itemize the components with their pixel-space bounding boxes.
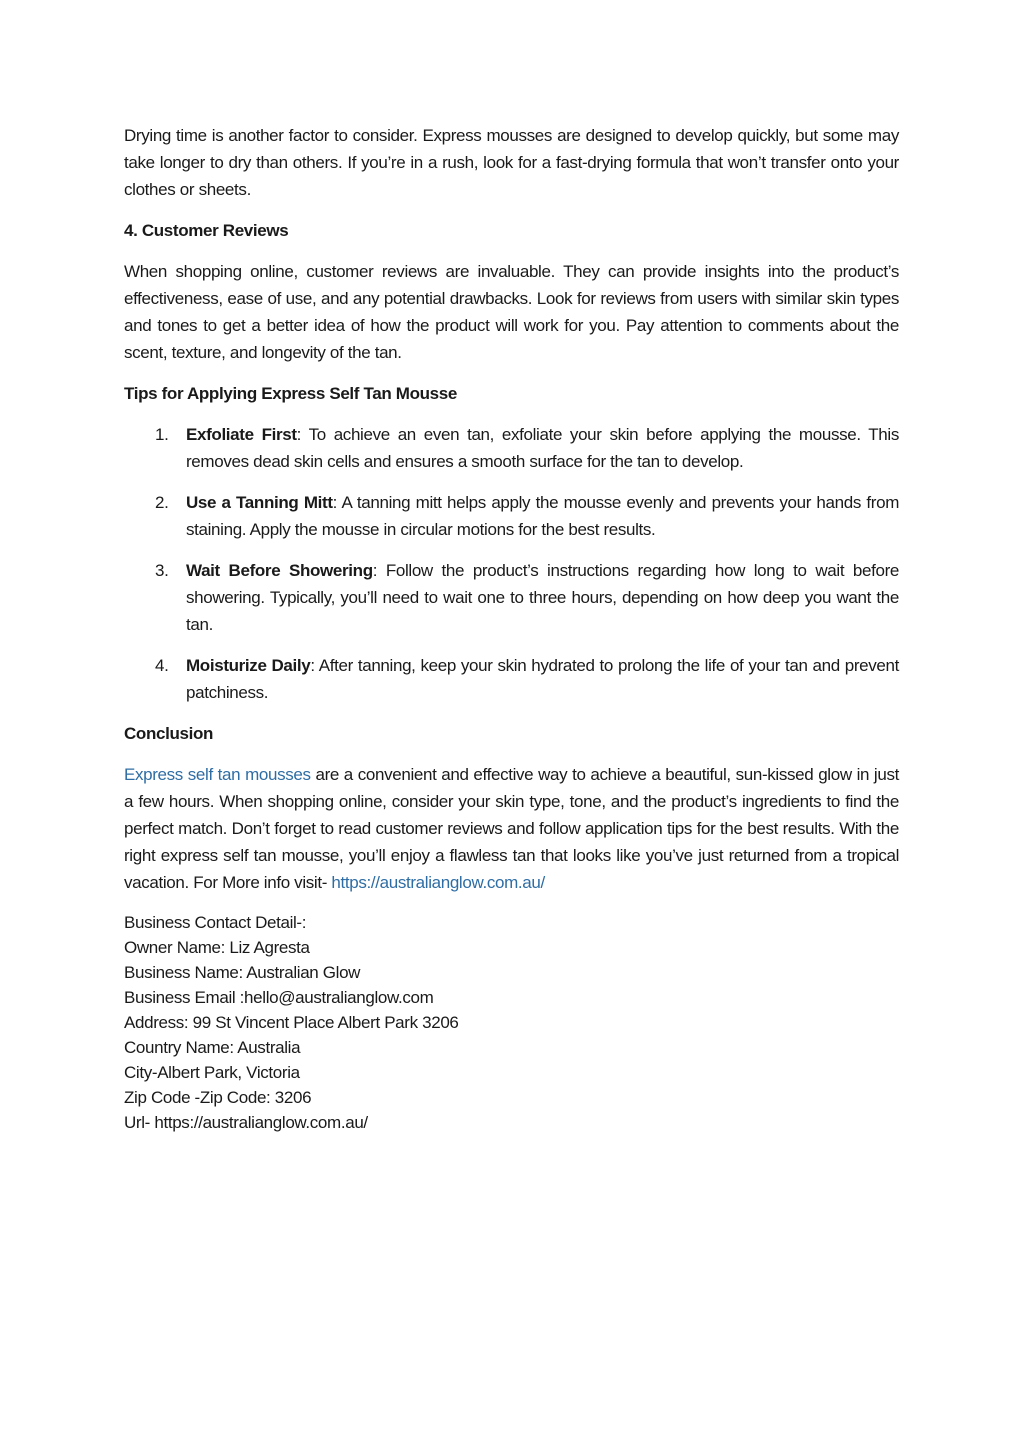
- tip-text: : Follow the product’s instructions regarding how long to wait before showering. Typically, you’ll need to wait one to three hours, depending on how deep you want the tan.: [186, 561, 899, 634]
- tip-number: 4.: [155, 656, 169, 675]
- express-self-tan-mousses-link[interactable]: Express self tan mousses: [124, 765, 311, 784]
- tip-item: [124, 489, 899, 543]
- business-contact-block: [124, 910, 899, 1135]
- tip-title: Moisturize Daily: [186, 656, 311, 675]
- website-link[interactable]: https://australianglow.com.au/: [331, 873, 545, 892]
- tip-number: 1.: [155, 425, 169, 444]
- tip-number: 2.: [155, 493, 169, 512]
- tip-item: [124, 557, 899, 638]
- tip-item: [124, 652, 899, 706]
- conclusion-heading: Conclusion: [124, 724, 214, 743]
- owner-name: Owner Name: Liz Agresta: [124, 938, 310, 957]
- tip-text: : To achieve an even tan, exfoliate your skin before applying the mousse. This removes dead skin cells and ensures a smooth surface for the tan to develop.: [186, 425, 899, 471]
- tips-list: [124, 421, 899, 706]
- tip-text: : After tanning, keep your skin hydrated to prolong the life of your tan and prevent patchiness.: [186, 656, 899, 702]
- conclusion-text: are a convenient and effective way to achieve a beautiful, sun-kissed glow in just a few hours. When shopping online, consider your skin type, tone, and the product’s ingredients to find the perfect match. Don’t forget to read customer reviews and follow application tips for the best results. With the right express self tan mousse, you’ll enjoy a flawless tan that looks like you’ve just returned from a tropical vacation. For More info visit-: [124, 765, 899, 892]
- business-name: Business Name: Australian Glow: [124, 963, 361, 982]
- customer-reviews-paragraph: When shopping online, customer reviews are invaluable. They can provide insights into the product’s effectiveness, ease of use, and any potential drawbacks. Look for reviews from users with similar skin types and tones to get a better idea of how the product will work for you. Pay attention to comments about the scent, texture, and longevity of the tan.: [124, 262, 899, 362]
- zip-code: Zip Code -Zip Code: 3206: [124, 1088, 312, 1107]
- country-name: Country Name: Australia: [124, 1038, 301, 1057]
- tip-number: 3.: [155, 561, 169, 580]
- url: Url- https://australianglow.com.au/: [124, 1113, 368, 1132]
- tip-title: Wait Before Showering: [186, 561, 373, 580]
- city: City-Albert Park, Victoria: [124, 1063, 300, 1082]
- tip-title: Exfoliate First: [186, 425, 297, 444]
- contact-heading: Business Contact Detail-:: [124, 913, 307, 932]
- tips-heading: Tips for Applying Express Self Tan Mousse: [124, 384, 457, 403]
- tip-item: [124, 421, 899, 475]
- drying-time-paragraph: Drying time is another factor to consider. Express mousses are designed to develop quickly, but some may take longer to dry than others. If you’re in a rush, look for a fast-drying formula that won’t transfer onto your clothes or sheets.: [124, 126, 899, 199]
- tip-title: Use a Tanning Mitt: [186, 493, 333, 512]
- tip-text: : A tanning mitt helps apply the mousse evenly and prevents your hands from staining. Apply the mousse in circular motions for the best results.: [186, 493, 899, 539]
- conclusion-paragraph: [124, 761, 899, 896]
- address: Address: 99 St Vincent Place Albert Park 3206: [124, 1013, 459, 1032]
- business-email: Business Email :hello@australianglow.com: [124, 988, 434, 1007]
- customer-reviews-heading: 4. Customer Reviews: [124, 221, 289, 240]
- document-page: [124, 122, 899, 1135]
